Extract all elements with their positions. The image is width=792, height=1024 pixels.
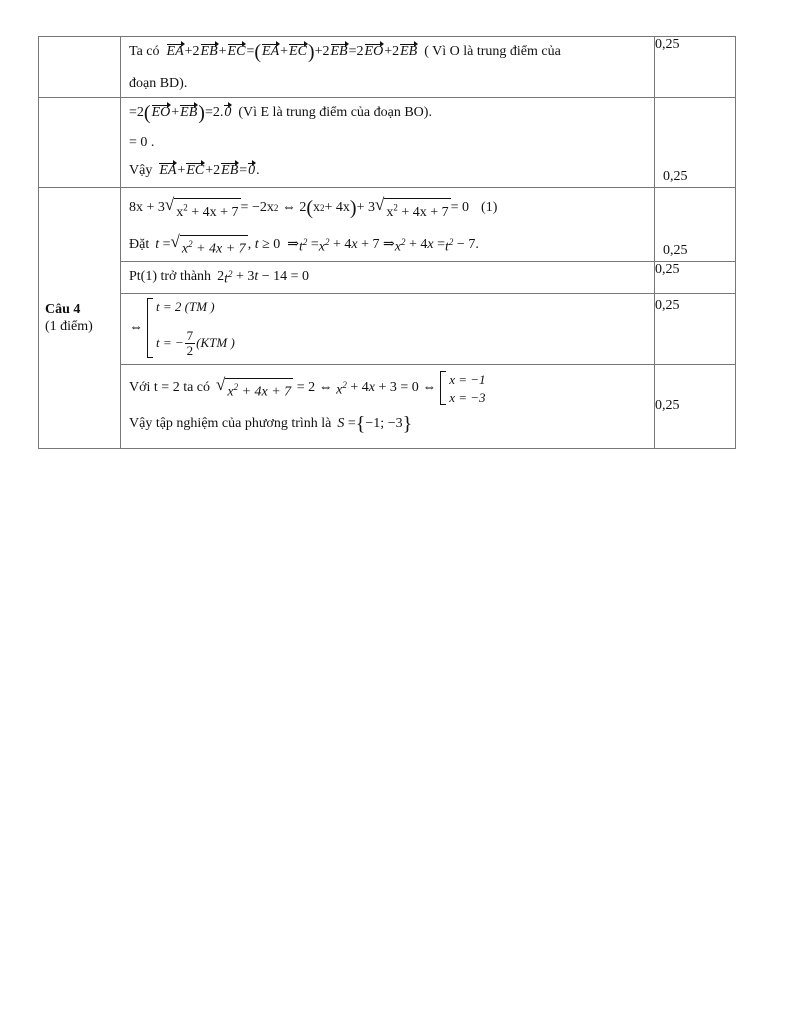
solution-cell: ⇔ t = 2 (TM ) t = − $\frac{7}{2}$ (KTM ) — [121, 293, 655, 364]
blank-label-cell — [39, 37, 121, 98]
solution-cell: Với t = 2 ta có √ $x^2 + 4x + 7$ = 2 ⇔ $x^2$ + 4 x + 3 = 0 ⇔ x = −1 x = −3 Vậy tập nghiệm của phương trình là S = { −1; −3 } — [121, 364, 655, 448]
case-accepted: t = 2 (TM ) — [156, 298, 215, 314]
score-cell — [655, 188, 736, 262]
equation-mid: = −2x — [240, 200, 274, 216]
midpoint-note-continued: đoạn BD). — [129, 76, 188, 91]
solution-one: x = −1 — [449, 371, 486, 387]
score-value: 0,25 — [655, 398, 680, 414]
question-points: (1 điểm) — [45, 318, 93, 334]
solution-cell: Ta có EA +2 EB + EC = ( EA + EC ) +2 EB =2 EO +2 EB ( Vì O là trung điểm của đoạn BD). — [121, 37, 655, 98]
score-value: 0,25 — [655, 37, 680, 52]
substitution-prefix: Đặt — [129, 236, 150, 252]
score-cell — [655, 37, 736, 98]
solution-two: x = −3 — [449, 389, 486, 405]
score-cell — [655, 364, 736, 448]
score-value: 0,25 — [663, 169, 688, 184]
question-label-cell — [39, 188, 121, 449]
solution-cell: Pt(1) trở thành 2 $t^2$ + 3 t − 14 = 0 — [121, 262, 655, 294]
table-row — [39, 188, 736, 262]
table-row — [39, 37, 736, 98]
intro-text: Ta có — [129, 44, 160, 59]
table-row — [39, 262, 736, 294]
equation-label: (1) — [481, 200, 498, 216]
transformed-equation-prefix: Pt(1) trở thành — [129, 269, 212, 285]
score-cell — [655, 98, 736, 188]
table-row — [39, 98, 736, 188]
equation-left: 8x + 3 — [129, 200, 165, 216]
score-value: 0,25 — [655, 297, 680, 313]
score-cell — [655, 262, 736, 294]
case-rejected: (KTM ) — [196, 335, 235, 351]
score-value: 0,25 — [663, 243, 688, 259]
solution-set-prefix: Vậy tập nghiệm của phương trình là — [129, 415, 332, 431]
midpoint-note: ( Vì O là trung điểm của — [424, 44, 561, 59]
table-row — [39, 293, 736, 364]
solution-cell: 8x + 3 √ $x^2 + 4x + 7$ = −2x 2 ⇔ 2 ( x 2 + 4x ) + 3 √ $x^2 + 4x + 7$ = 0 (1) Đặt t = √ $x^2 + 4x + 7$ , t ≥ 0 ⇒ $t^2$ = $x^2$ + 4 x + 7 ⇒ $x^2$ + 4 x = $t^2$ − 7. — [121, 188, 655, 262]
score-value: 0,25 — [655, 262, 680, 278]
question-title: Câu 4 — [45, 301, 81, 317]
answer-table — [38, 36, 736, 449]
conclusion-prefix: Vậy — [129, 163, 153, 178]
case-prefix: Với t = 2 ta có — [129, 379, 211, 395]
score-cell — [655, 293, 736, 364]
blank-label-cell — [39, 98, 121, 188]
zero-vector-line: = 0 . — [129, 135, 155, 150]
table-row — [39, 364, 736, 448]
midpoint-note-e: (Vì E là trung điểm của đoạn BO). — [238, 105, 432, 120]
solution-cell: =2 ( EO + EB ) =2. 0 (Vì E là trung điểm của đoạn BO). = 0 . Vậy EA + EC +2 EB = 0 . — [121, 98, 655, 188]
